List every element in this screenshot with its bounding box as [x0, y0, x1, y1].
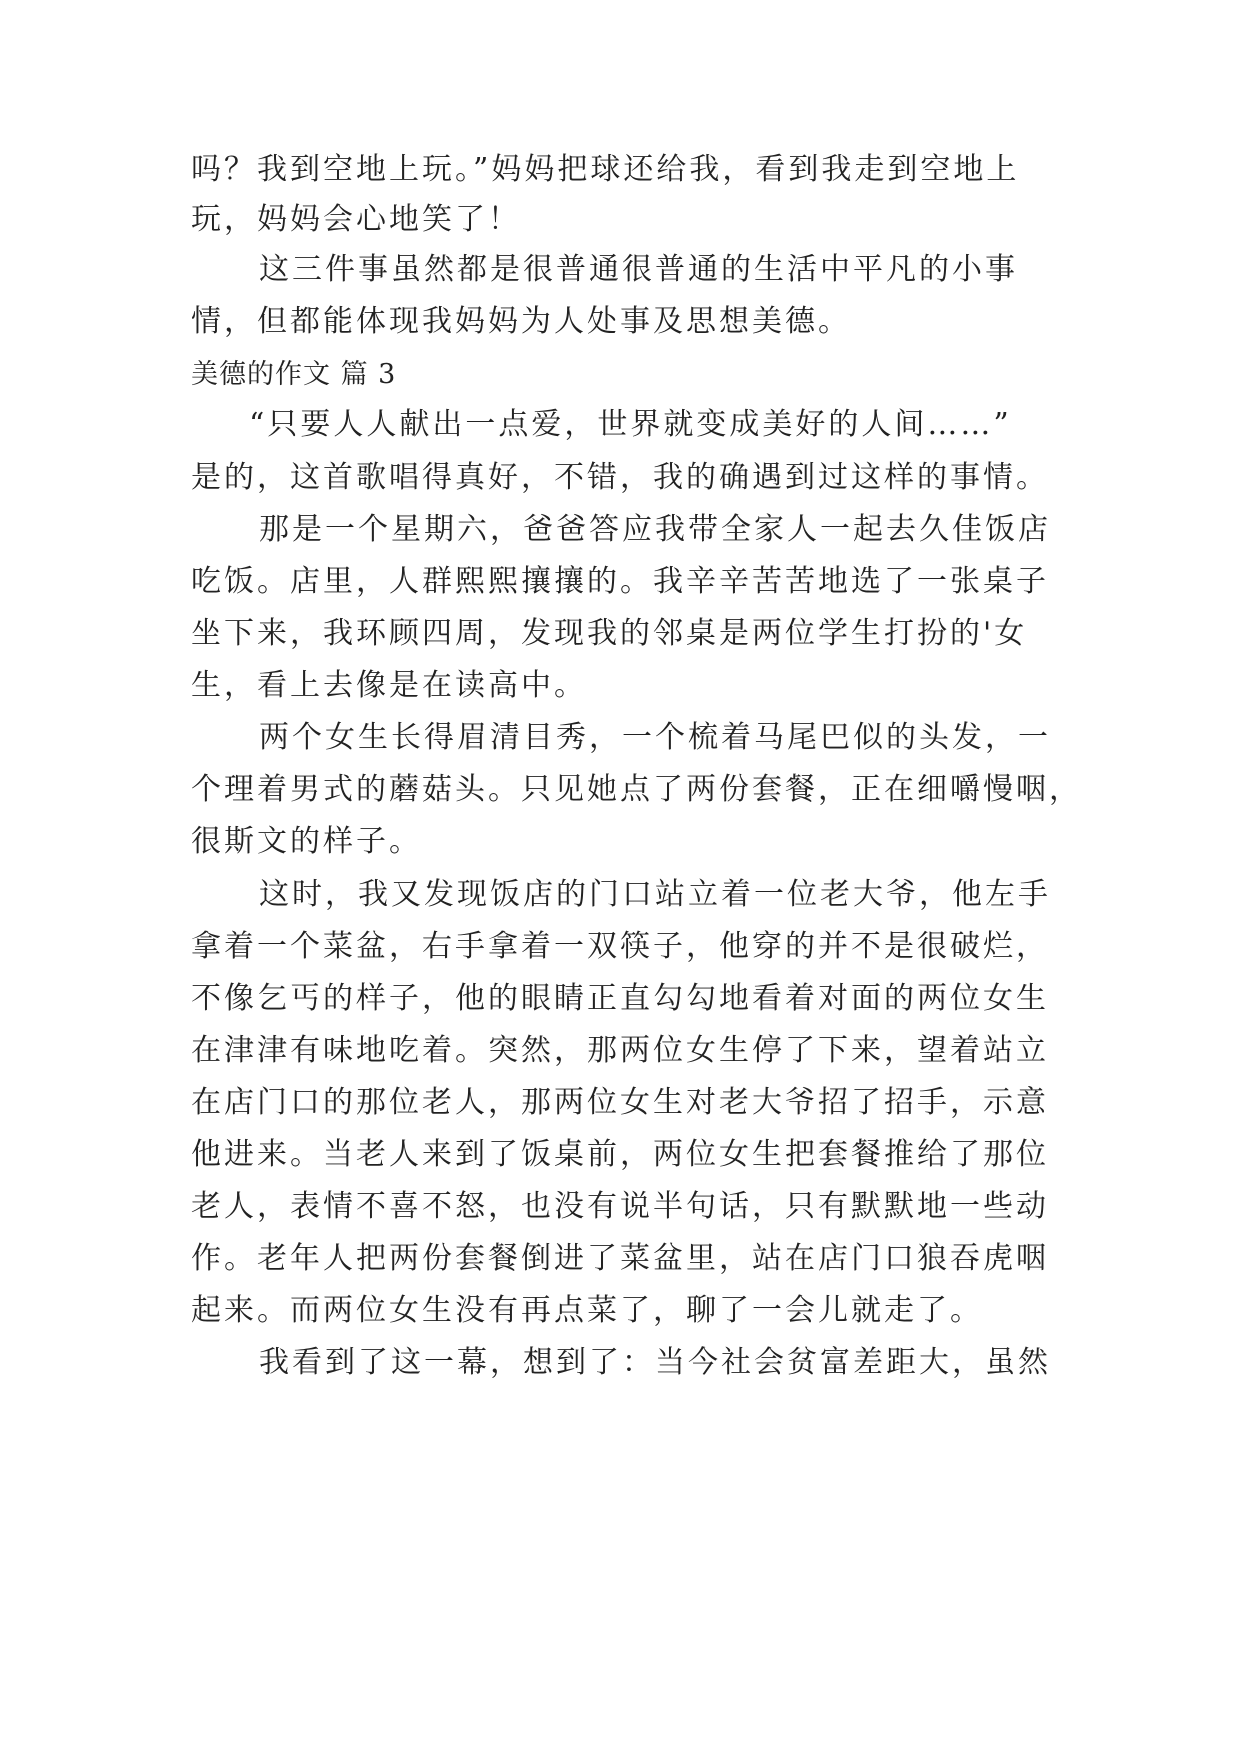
text-line: 在津津有味地吃着。突然，那两位女生停了下来，望着站立 [191, 1033, 1049, 1068]
text-line: 在店门口的那位老人，那两位女生对老大爷招了招手，示意 [191, 1085, 1049, 1120]
paragraph-first-line: 这时，我又发现饭店的门口站立着一位老大爷，他左手 [259, 877, 1051, 912]
text-line: 作。老年人把两份套餐倒进了菜盆里，站在店门口狼吞虎咽 [191, 1241, 1049, 1276]
text-line: 吗？我到空地上玩。”妈妈把球还给我，看到我走到空地上 [191, 152, 1020, 187]
text-line: 生，看上去像是在读高中。 [191, 668, 587, 703]
text-line: 不像乞丐的样子，他的眼睛正直勾勾地看着对面的两位女生 [191, 981, 1049, 1016]
paragraph-first-line: 这三件事虽然都是很普通很普通的生活中平凡的小事 [259, 252, 1018, 287]
text-line: 情，但都能体现我妈妈为人处事及思想美德。 [191, 304, 851, 339]
paragraph-first-line: 我看到了这一幕，想到了：当今社会贫富差距大，虽然 [259, 1345, 1051, 1380]
section-heading: 美德的作文 篇 3 [191, 359, 397, 390]
text-line: 个理着男式的蘑菇头。只见她点了两份套餐，正在细嚼慢咽， [191, 772, 1082, 807]
text-line: 起来。而两位女生没有再点菜了，聊了一会儿就走了。 [191, 1293, 983, 1328]
paragraph-first-line: “只要人人献出一点爱，世界就变成美好的人间……” [249, 407, 1012, 442]
text-line: 玩，妈妈会心地笑了！ [191, 202, 521, 237]
text-line: 他进来。当老人来到了饭桌前，两位女生把套餐推给了那位 [191, 1137, 1049, 1172]
text-line: 拿着一个菜盆，右手拿着一双筷子，他穿的并不是很破烂， [191, 929, 1049, 964]
text-line: 坐下来，我环顾四周，发现我的邻桌是两位学生打扮的'女 [191, 616, 1028, 651]
paragraph-first-line: 两个女生长得眉清目秀，一个梳着马尾巴似的头发，一 [259, 720, 1051, 755]
text-line: 老人，表情不喜不怒，也没有说半句话，只有默默地一些动 [191, 1189, 1049, 1224]
paragraph-first-line: 那是一个星期六，爸爸答应我带全家人一起去久佳饭店 [259, 512, 1051, 547]
text-line: 是的，这首歌唱得真好，不错，我的确遇到过这样的事情。 [191, 460, 1049, 495]
text-line: 很斯文的样子。 [191, 824, 422, 859]
text-line: 吃饭。店里，人群熙熙攘攘的。我辛辛苦苦地选了一张桌子 [191, 564, 1049, 599]
